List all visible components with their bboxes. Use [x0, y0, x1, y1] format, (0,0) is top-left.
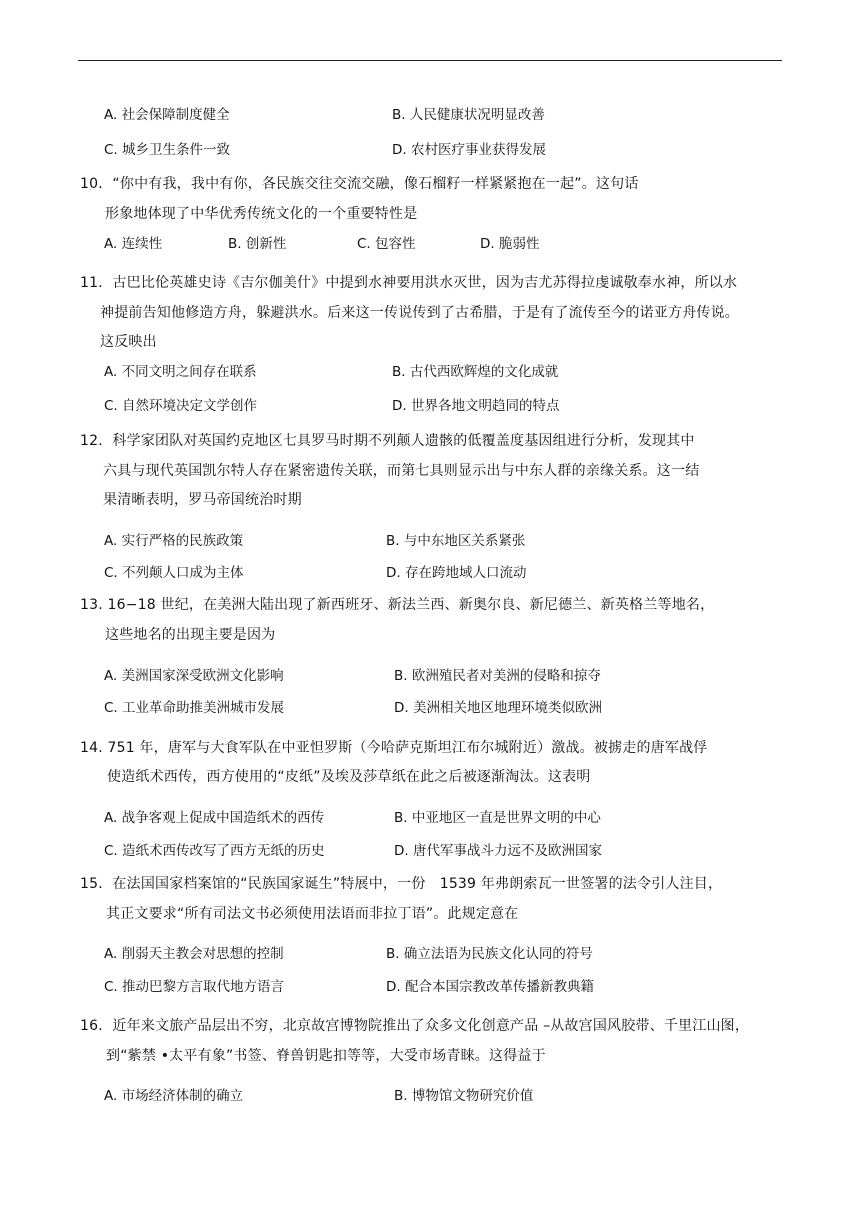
q16-option-a: A. 市场经济体制的确立 [104, 1088, 244, 1104]
q12-option-a: A. 实行严格的民族政策 [104, 533, 244, 549]
q13-stem-line-2: 这些地名的出现主要是因为 [105, 627, 276, 643]
q16-stem-line-1: 16．近年来文旅产品层出不穷，北京故宫博物院推出了众多文化创意产品 –从故宫国风胶带、千里江山图， [80, 1018, 750, 1034]
q11-option-d: D. 世界各地文明趋同的特点 [392, 398, 560, 414]
q13-option-c: C. 工业革命助推美洲城市发展 [104, 700, 285, 716]
q12-stem-line-1: 12．科学家团队对英国约克地区七具罗马时期不列颠人遗骸的低覆盖度基因组进行分析，发现其中 [80, 433, 695, 449]
q15-option-a: A. 削弱天主教会对思想的控制 [104, 946, 284, 962]
q10-option-c: C. 包容性 [357, 236, 416, 252]
q9-option-d: D. 农村医疗事业获得发展 [392, 142, 546, 158]
q10-stem-line-1: 10．“你中有我，我中有你，各民族交往交流交融，像石榴籽一样紧紧抱在一起”。这句话 [80, 176, 639, 192]
q13-option-a: A. 美洲国家深受欧洲文化影响 [104, 668, 284, 684]
q9-option-c: C. 城乡卫生条件一致 [104, 142, 231, 158]
q14-stem-line-1: 14. 751 年，唐军与大食军队在中亚怛罗斯（今哈萨克斯坦江布尔城附近）激战。被掳走的唐军战俘 [80, 740, 708, 756]
q12-stem-line-3: 果清晰表明，罗马帝国统治时期 [103, 492, 302, 508]
q10-option-a: A. 连续性 [104, 236, 163, 252]
q11-stem-line-1: 11．古巴比伦英雄史诗《吉尔伽美什》中提到水神要用洪水灭世，因为吉尤苏得拉虔诚敬奉水神，所以水 [80, 275, 738, 291]
q11-stem-line-2: 神提前告知他修造方舟，躲避洪水。后来这一传说传到了古希腊，于是有了流传至今的诺亚方舟传说。 [100, 305, 739, 321]
q15-option-c: C. 推动巴黎方言取代地方语言 [104, 979, 285, 995]
q11-stem-line-3: 这反映出 [100, 334, 157, 350]
q10-stem-line-2: 形象地体现了中华优秀传统文化的一个重要特性是 [105, 206, 418, 222]
q15-stem-line-2: 其正文要求“所有司法文书必须使用法语而非拉丁语”。此规定意在 [106, 906, 519, 922]
q15-option-b: B. 确立法语为民族文化认同的符号 [386, 946, 593, 962]
q10-option-b: B. 创新性 [228, 236, 287, 252]
q13-option-d: D. 美洲相关地区地理环境类似欧洲 [394, 700, 602, 716]
q11-option-a: A. 不同文明之间存在联系 [104, 364, 257, 380]
q16-option-b: B. 博物馆文物研究价值 [394, 1088, 534, 1104]
q14-stem-line-2: 使造纸术西传，西方使用的“皮纸”及埃及莎草纸在此之后被逐渐淘汰。这表明 [107, 769, 591, 785]
q15-option-d: D. 配合本国宗教改革传播新教典籍 [386, 979, 594, 995]
q12-option-b: B. 与中东地区关系紧张 [386, 533, 526, 549]
q13-stem-line-1: 13. 16−18 世纪，在美洲大陆出现了新西班牙、新法兰西、新奥尔良、新尼德兰、新英格兰等地名， [80, 597, 715, 613]
q11-option-b: B. 古代西欧辉煌的文化成就 [392, 364, 559, 380]
q10-option-d: D. 脆弱性 [480, 236, 540, 252]
q16-stem-line-2: 到“紫禁 •太平有象”书签、脊兽钥匙扣等等，大受市场青睐。这得益于 [106, 1048, 546, 1064]
q11-option-c: C. 自然环境决定文学创作 [104, 398, 258, 414]
q15-stem-line-1: 15．在法国国家档案馆的“民族国家诞生”特展中，一份 1539 年弗朗索瓦一世签署的法令引人注目， [80, 876, 723, 892]
q14-option-a: A. 战争客观上促成中国造纸术的西传 [104, 810, 325, 826]
q12-stem-line-2: 六具与现代英国凯尔特人存在紧密遗传关联，而第七具则显示出与中东人群的亲缘关系。这一结 [103, 463, 700, 479]
q14-option-b: B. 中亚地区一直是世界文明的中心 [394, 810, 601, 826]
q9-option-a: A. 社会保障制度健全 [104, 107, 230, 123]
q13-option-b: B. 欧洲殖民者对美洲的侵略和掠夺 [394, 668, 601, 684]
q14-option-c: C. 造纸术西传改写了西方无纸的历史 [104, 843, 325, 859]
q12-option-c: C. 不列颠人口成为主体 [104, 565, 244, 581]
q9-option-b: B. 人民健康状况明显改善 [392, 107, 545, 123]
header-rule [78, 60, 782, 61]
q14-option-d: D. 唐代军事战斗力远不及欧洲国家 [394, 843, 602, 859]
q12-option-d: D. 存在跨地域人口流动 [386, 565, 527, 581]
